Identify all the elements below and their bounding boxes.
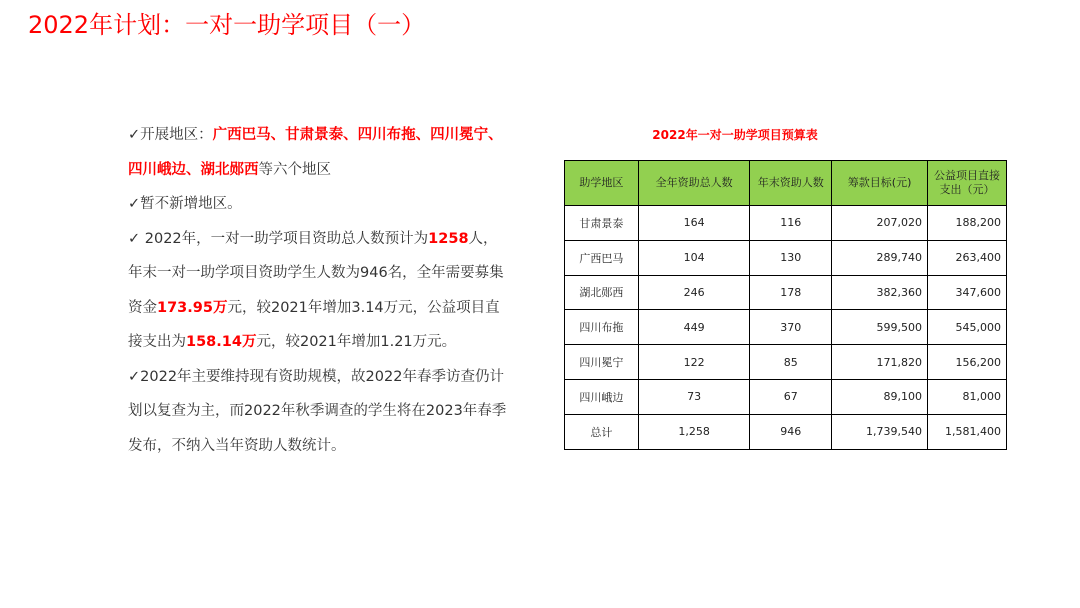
summary-direct-highlight: 158.14万 [186, 334, 257, 350]
cell-direct: 156,200 [928, 345, 1007, 380]
cell-end: 946 [750, 414, 832, 449]
cell-direct: 188,200 [928, 206, 1007, 241]
cell-total: 104 [638, 240, 750, 275]
regions-prefix: ✓开展地区： [128, 127, 213, 143]
cell-end: 178 [750, 275, 832, 310]
summary-total-highlight: 1258 [428, 230, 469, 247]
budget-table [564, 160, 1007, 450]
regions-highlight: 广西巴马、甘肃景泰、四川布拖、四川冕宁、四川峨边、湖北郧西 [128, 127, 503, 178]
page-title: 2022年计划：一对一助学项目（一） [28, 11, 426, 39]
cell-end: 116 [750, 206, 832, 241]
table-header-row [565, 161, 1007, 206]
cell-total: 246 [638, 275, 750, 310]
cell-region: 四川冕宁 [565, 345, 639, 380]
no-new-region-paragraph: ✓暂不新增地区。 [128, 196, 242, 212]
cell-direct: 1,581,400 [928, 414, 1007, 449]
cell-end: 67 [750, 379, 832, 414]
header-region: 助学地区 [565, 161, 639, 206]
table-row [565, 240, 1007, 275]
cell-direct: 81,000 [928, 379, 1007, 414]
cell-target: 382,360 [832, 275, 928, 310]
cell-direct: 545,000 [928, 310, 1007, 345]
cell-direct: 263,400 [928, 240, 1007, 275]
regions-paragraph [128, 118, 508, 187]
plan-description [128, 118, 508, 463]
header-total: 全年资助总人数 [638, 161, 750, 206]
cell-region: 总计 [565, 414, 639, 449]
cell-region: 四川峨边 [565, 379, 639, 414]
cell-target: 599,500 [832, 310, 928, 345]
table-row [565, 345, 1007, 380]
summary-part-a: ✓ 2022年，一对一助学项目资助总人数预计为 [128, 230, 429, 247]
cell-region: 四川布拖 [565, 310, 639, 345]
header-end: 年末资助人数 [750, 161, 832, 206]
cell-region: 湖北郧西 [565, 275, 639, 310]
budget-summary-paragraph [128, 222, 508, 360]
table-row [565, 275, 1007, 310]
cell-target: 289,740 [832, 240, 928, 275]
summary-part-d: 元，较2021年增加1.21万元。 [256, 334, 457, 350]
header-target: 筹款目标(元) [832, 161, 928, 206]
table-row [565, 379, 1007, 414]
cell-total: 122 [638, 345, 750, 380]
table-row [565, 206, 1007, 241]
cell-total: 73 [638, 379, 750, 414]
cell-end: 370 [750, 310, 832, 345]
cell-total: 1,258 [638, 414, 750, 449]
cell-region: 甘肃景泰 [565, 206, 639, 241]
table-total-row [565, 414, 1007, 449]
cell-target: 207,020 [832, 206, 928, 241]
cell-region: 广西巴马 [565, 240, 639, 275]
cell-target: 89,100 [832, 379, 928, 414]
cell-total: 164 [638, 206, 750, 241]
cell-end: 130 [750, 240, 832, 275]
summary-part-c: 元，较2021年增加3.14万元，公益项目直接支出为 [128, 299, 500, 350]
cell-end: 85 [750, 345, 832, 380]
summary-part-b: 人，年末一对一助学项目资助学生人数为946名，全年需要募集资金 [128, 230, 504, 316]
budget-table-title: 2022年一对一助学项目预算表 [652, 128, 818, 142]
cell-total: 449 [638, 310, 750, 345]
cell-target: 1,739,540 [832, 414, 928, 449]
regions-suffix: 等六个地区 [258, 161, 331, 178]
cell-direct: 347,600 [928, 275, 1007, 310]
header-direct: 公益项目直接支出（元） [928, 161, 1007, 206]
table-row [565, 310, 1007, 345]
summary-funds-highlight: 173.95万 [157, 299, 228, 316]
cell-target: 171,820 [832, 345, 928, 380]
visit-plan-paragraph: ✓2022年主要维持现有资助规模，故2022年春季访查仍计划以复查为主，而2022年秋季调查的学生将在2023年春季发布，不纳入当年资助人数统计。 [128, 368, 507, 454]
